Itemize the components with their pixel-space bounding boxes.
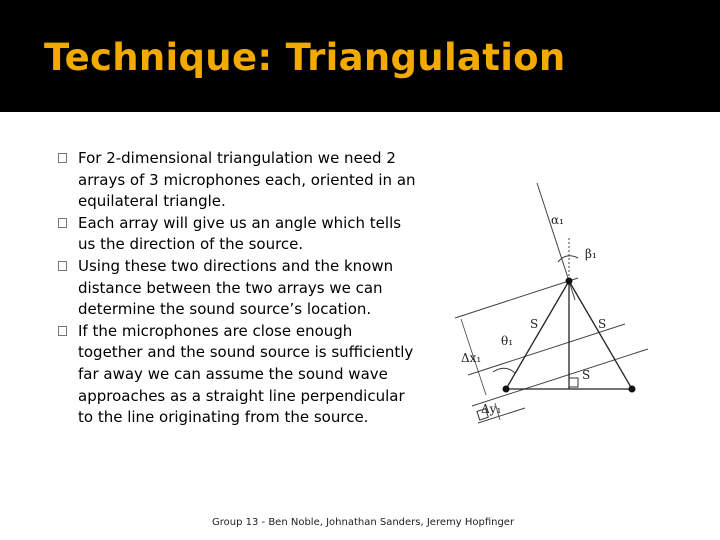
- bullet-item: [58, 321, 418, 429]
- triangle-side-right: [569, 281, 632, 389]
- microphone-top: [566, 278, 573, 285]
- bullet-item: [58, 213, 418, 256]
- square-bullet-icon: [58, 218, 67, 228]
- side-base-label: S: [582, 368, 591, 382]
- alpha-label: α₁: [551, 213, 564, 227]
- dx-label: Δx₁: [461, 351, 482, 365]
- microphone-left: [503, 386, 510, 393]
- slide-title: Technique: Triangulation: [44, 36, 566, 79]
- dy-label: Δy₁: [481, 402, 502, 416]
- theta-label: θ₁: [501, 334, 514, 348]
- right-angle-marker: [569, 378, 578, 387]
- bullet-item: [58, 148, 418, 213]
- square-bullet-icon: [58, 153, 67, 163]
- microphone-right: [629, 386, 636, 393]
- wavefront-line: [468, 324, 625, 375]
- triangulation-diagram: [440, 178, 710, 443]
- bullet-text: For 2-dimensional triangulation we need 2 arrays of 3 microphones each, oriented in an equilateral triangle.: [78, 149, 416, 211]
- footer-credits: Group 13 - Ben Noble, Johnathan Sanders, Jeremy Hopfinger: [212, 517, 515, 528]
- bullet-item: [58, 256, 418, 321]
- bullet-text: Using these two directions and the known distance between the two arrays we can determine the sound source’s location.: [78, 256, 394, 319]
- side-left-label: S: [530, 317, 539, 331]
- square-bullet-icon: [58, 261, 67, 271]
- wavefront-line: [472, 349, 648, 406]
- side-right-label: S: [598, 317, 607, 331]
- wave-direction-line: [537, 183, 569, 281]
- angle-arc-theta: [493, 368, 515, 373]
- title-bar: [0, 0, 720, 112]
- bullet-text: If the microphones are close enough together and the sound source is sufficiently far away we can assume the sound wave approaches as a straight line perpendicular to the line originating from the source.: [78, 321, 414, 427]
- bullet-text: Each array will give us an angle which tells us the direction of the source.: [78, 213, 402, 254]
- bullet-list: [58, 148, 418, 429]
- triangle-side-left: [506, 281, 569, 389]
- square-bullet-icon: [58, 326, 67, 336]
- beta-label: β₁: [585, 247, 597, 261]
